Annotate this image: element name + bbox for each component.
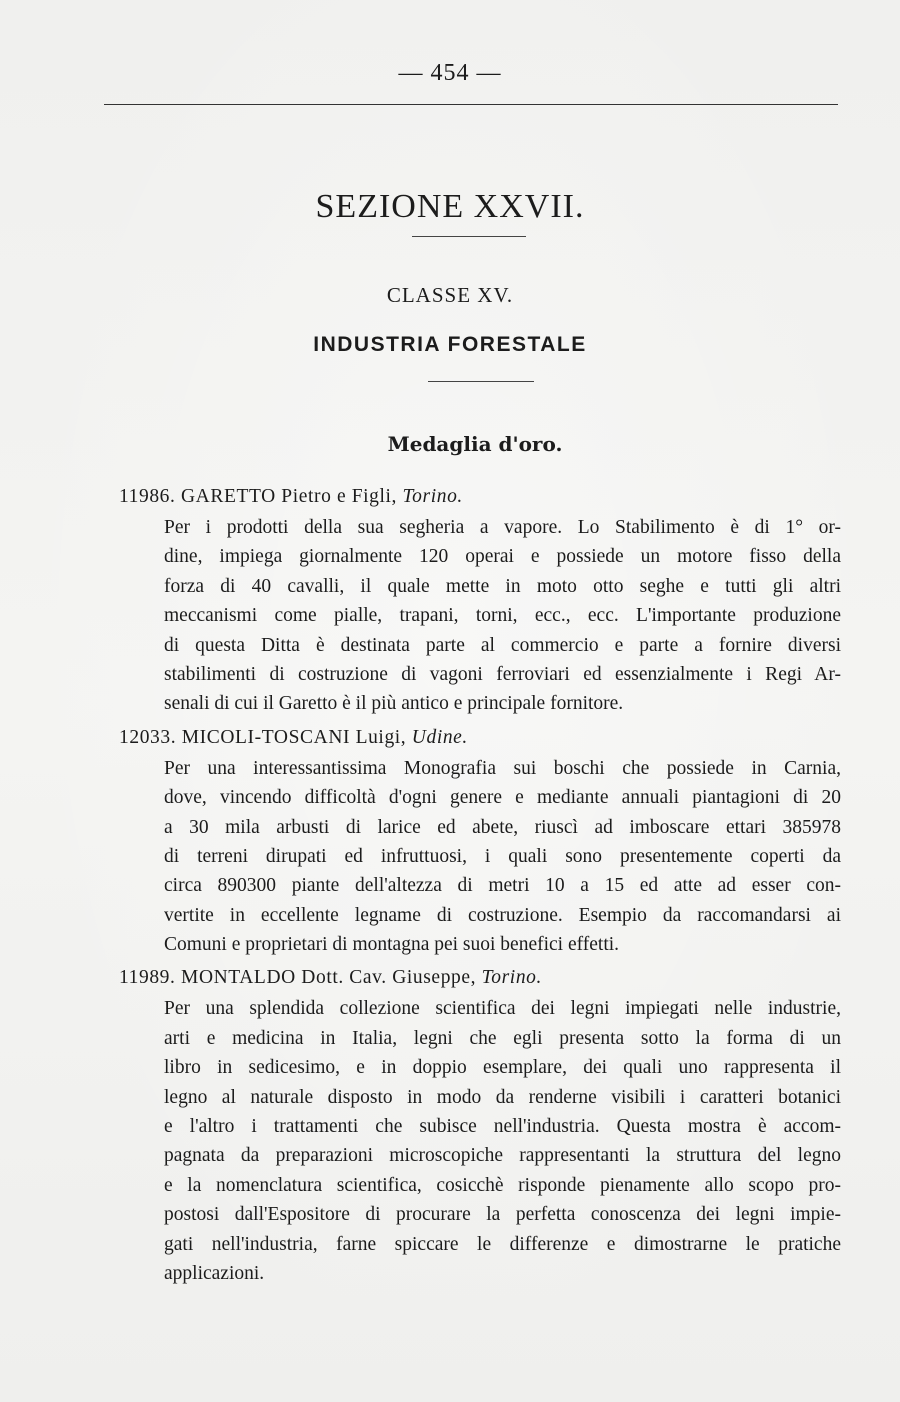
entry-text-line: meccanismi come pialle, trapani, torni, ecc., ecc. L'importante produzione: [164, 605, 841, 627]
entry: [119, 721, 841, 960]
entry-number: 11989.: [119, 967, 176, 989]
entry-text-line: di questa Ditta è destinata parte al commercio e parte a fornire diversi: [164, 634, 841, 656]
entry-text-line: e la nomenclatura scientifica, cosicchè risponde pienamente allo scopo pro-: [164, 1174, 841, 1196]
entry-text-line: di terreni dirupati ed infruttuosi, i quali sono presentemente coperti da: [164, 845, 841, 867]
entry-name: MONTALDO Dott. Cav. Giuseppe,: [181, 967, 477, 989]
entry-text-line: arti e medicina in Italia, legni che egli presenta sotto la forma di un: [164, 1027, 841, 1049]
entry-name: GARETTO Pietro e Figli,: [181, 486, 398, 507]
entry-text-line: circa 890300 piante dell'altezza di metri 10 a 15 ed atte ad esser con-: [164, 875, 841, 897]
entries-list: [119, 480, 841, 1288]
entry-text-line: stabilimenti di costruzione di vagoni ferroviari ed essenzialmente i Regi Ar-: [164, 663, 841, 685]
class-title: CLASSE XV.: [386, 283, 514, 307]
section-title: SEZIONE XXVII.: [315, 188, 585, 225]
entry-heading: [119, 480, 841, 513]
entry-text-line: legno al naturale disposto in modo da renderne visibili i caratteri botanici: [164, 1086, 841, 1108]
entry: [119, 961, 841, 1288]
entry-text-line: senali di cui il Garetto è il più antico e principale fornitore.: [164, 693, 624, 715]
entry-heading: [119, 961, 841, 994]
entry-text-line: e l'altro i trattamenti che subisce nell'industria. Questa mostra è accom-: [164, 1116, 841, 1138]
entry-text-line: postosi dall'Espositore di procurare la perfetta conoscenza dei legni impie-: [164, 1204, 841, 1226]
entry-text-line: a 30 mila arbusti di larice ed abete, riuscì ad imboscare ettari 385978: [164, 816, 841, 838]
entry-text-line: Per i prodotti della sua segheria a vapore. Lo Stabilimento è di 1° or-: [164, 517, 841, 538]
entry-text-line: pagnata da preparazioni microscopiche rappresentanti la struttura del legno: [164, 1145, 841, 1167]
entry-location: Udine.: [411, 726, 468, 748]
industry-title: INDUSTRIA FORESTALE: [313, 333, 587, 356]
entry-text-line: dove, vincendo difficoltà d'ogni genere e mediante annuali piantagioni di 20: [164, 787, 841, 809]
entry-location: Torino.: [481, 967, 542, 989]
entry-text-line: Per una interessantissima Monografia sui boschi che possiede in Carnia,: [164, 757, 841, 779]
entry-text-line: Per una splendida collezione scientifica dei legni impiegati nelle industrie,: [164, 998, 841, 1020]
entry-number: 11986.: [119, 486, 176, 507]
entry-text-line: Comuni e proprietari di montagna pei suoi benefici effetti.: [164, 934, 620, 956]
page-number: — 454 —: [398, 60, 502, 86]
entry-text-line: vertite in eccellente legname di costruzione. Esempio da raccomandarsi ai: [164, 904, 841, 926]
entry-text-line: gati nell'industria, farne spiccare le differenze e dimostrarne le pratiche: [164, 1233, 841, 1255]
entry-text-line: dine, impiega giornalmente 120 operai e possiede un motore fisso della: [164, 546, 841, 568]
award-title: Medaglia d'oro.: [387, 432, 563, 456]
header-rule: [104, 104, 838, 105]
industry-divider: [428, 381, 534, 382]
entry-text-line: libro in sedicesimo, e in doppio esemplare, dei quali uno rappresenta il: [164, 1057, 841, 1079]
entry-name: MICOLI-TOSCANI Luigi,: [181, 726, 407, 748]
entry-heading: [119, 721, 841, 754]
entry-location: Torino.: [402, 486, 463, 507]
section-divider: [412, 236, 526, 237]
entry-number: 12033.: [119, 726, 177, 748]
entry-text-line: forza di 40 cavalli, il quale mette in moto otto seghe e tutti gli altri: [164, 575, 841, 597]
entry: [119, 480, 841, 719]
entry-text-line: applicazioni.: [164, 1262, 265, 1284]
